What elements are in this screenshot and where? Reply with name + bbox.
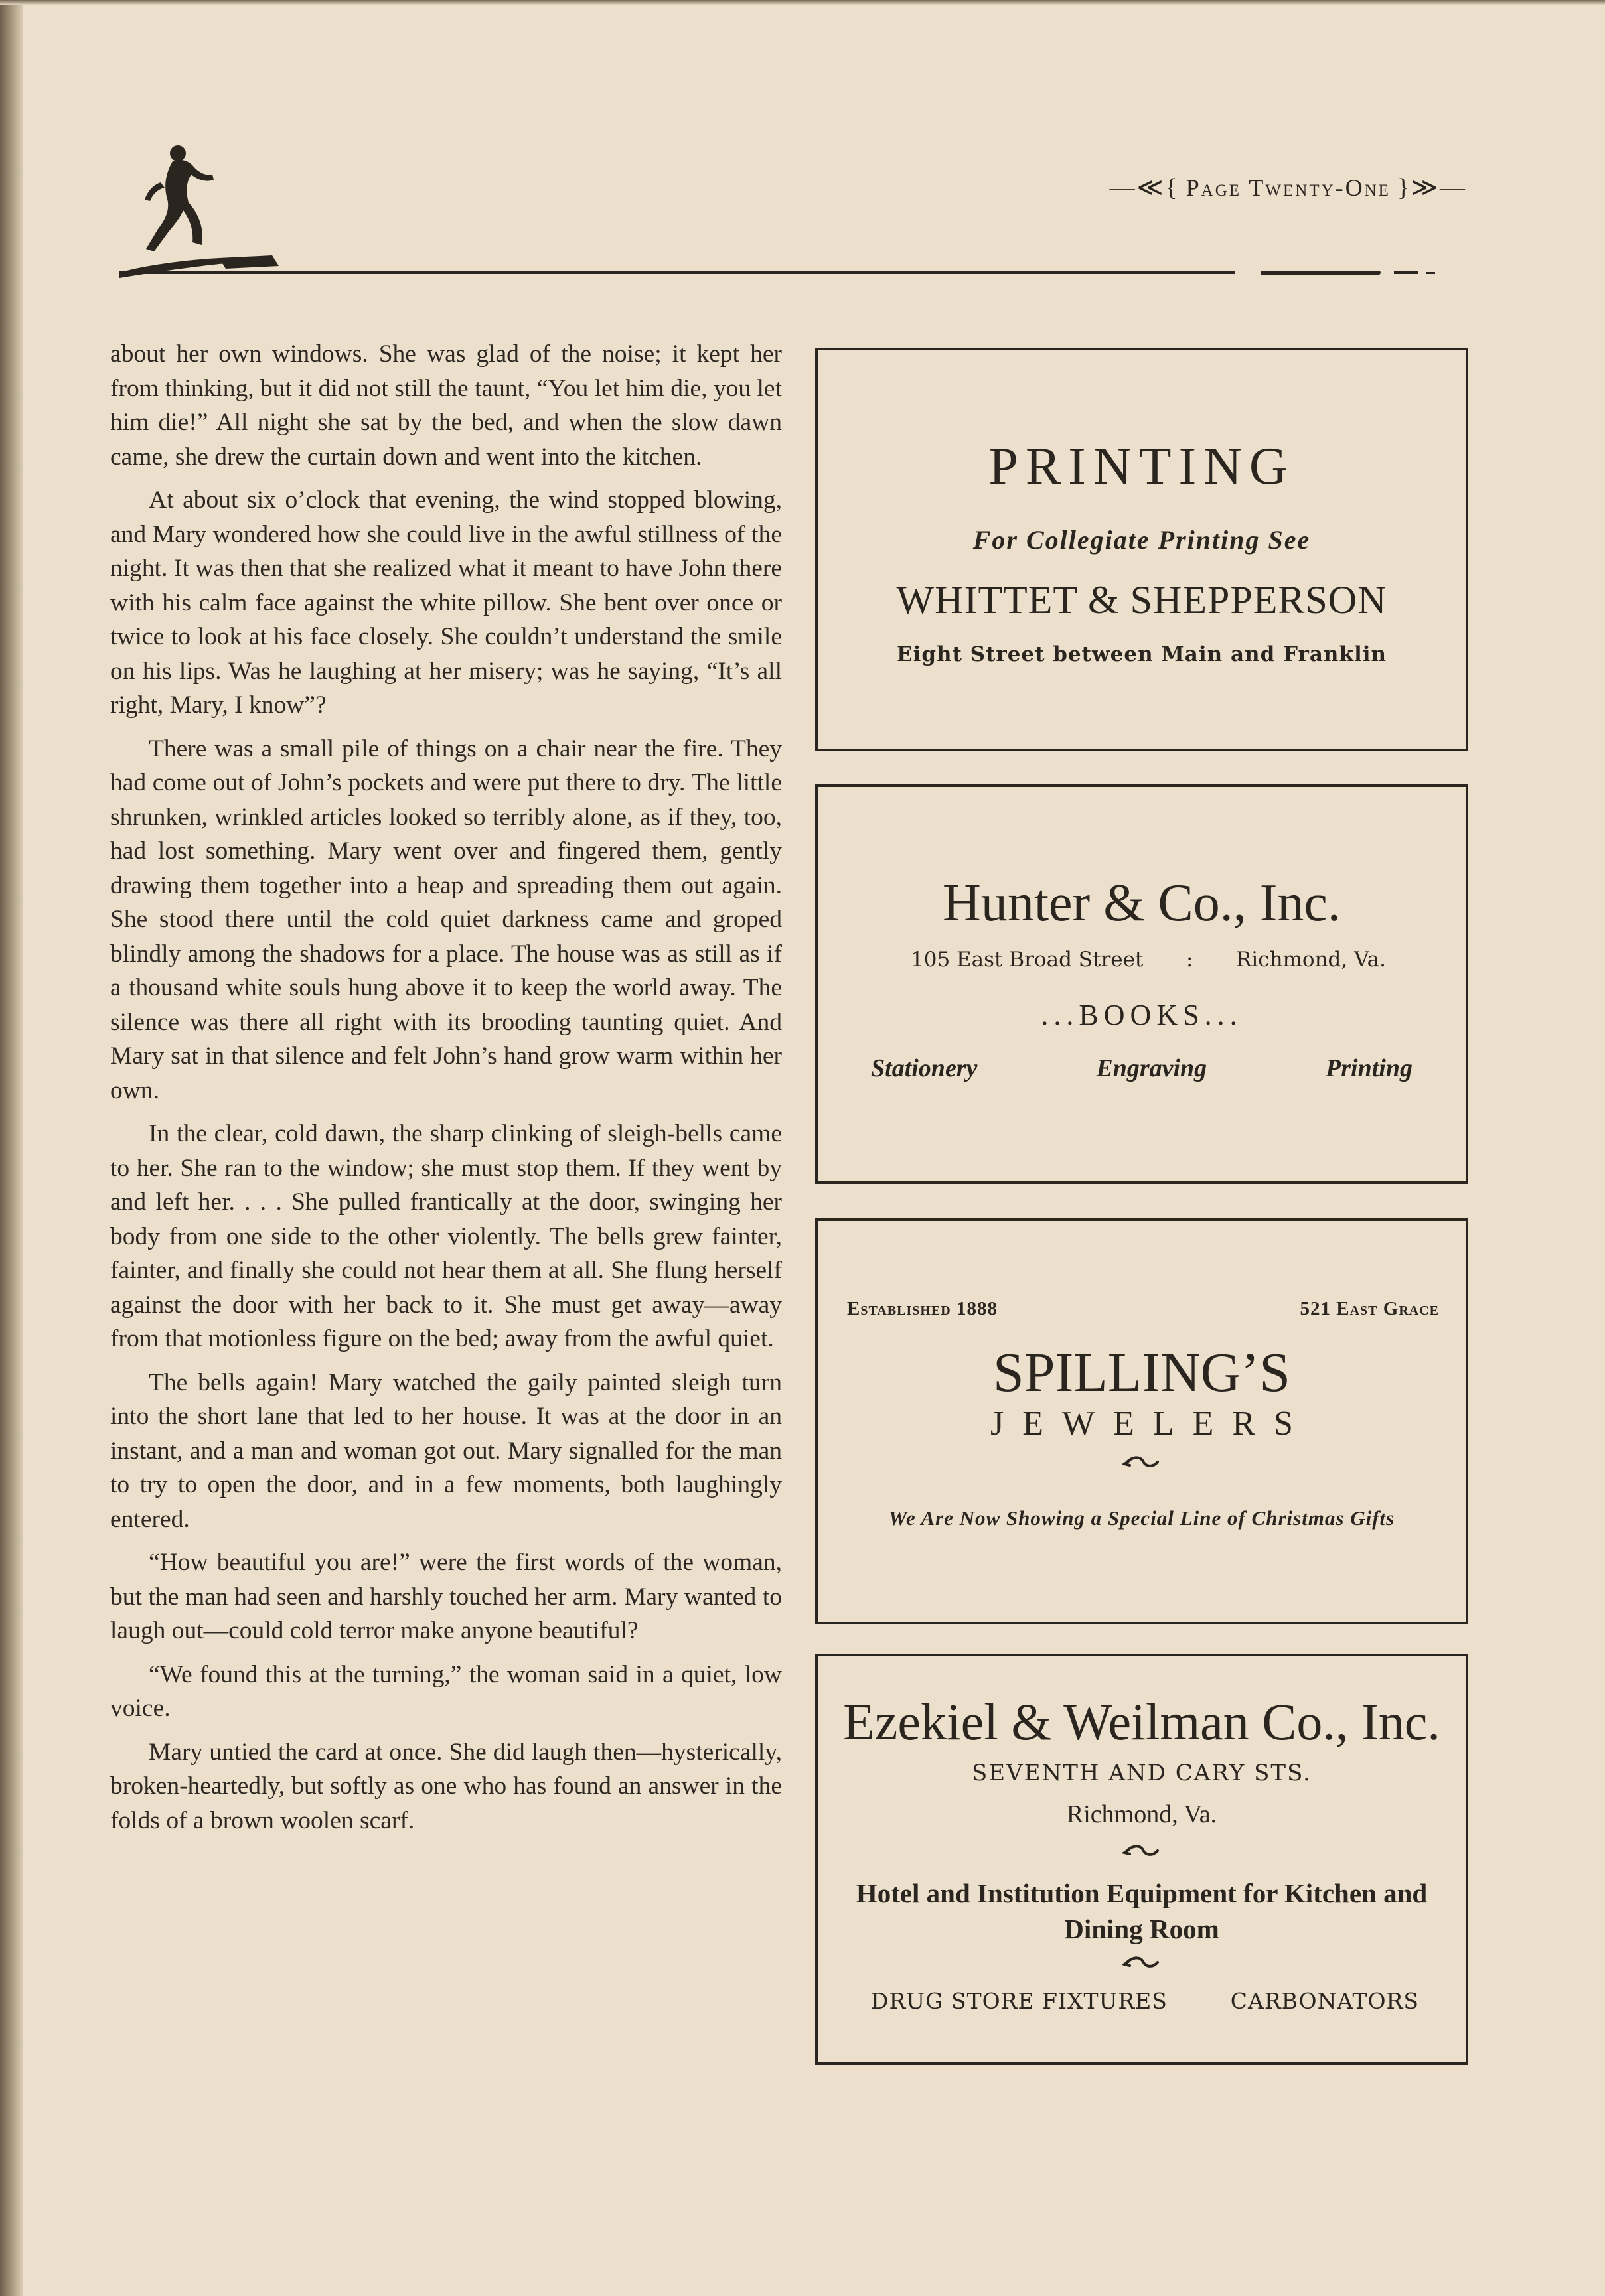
ad-spillings-name: SPILLING’S — [992, 1342, 1290, 1403]
ad-printing-subtitle: For Collegiate Printing See — [972, 525, 1311, 555]
story-paragraph: At about six o’clock that evening, the wind stopped blowing, and Mary wondered how she could live in the awful stillness of the night. It was then that she realized what it meant to have John there with his calm face against the white pillow. She bent over once or twice to look at his face closely. She couldn’t understand the smile on his lips. Was he laughing at her misery; was he saying, “It’s all right, Mary, I know”? — [110, 486, 782, 719]
ornament-divider-icon — [818, 1453, 1466, 1480]
story-paragraph: about her own windows. She was glad of the noise; it kept her from thinking, but it did not still the taunt, “You let him die, you let him die!” All night she sat by the bed, and when the slow dawn came, she drew the curtain down and went into the kitchen. — [110, 340, 782, 470]
story-paragraph: “We found this at the turning,” the woman said in a quiet, low voice. — [110, 1660, 782, 1722]
ad-printing-firm: WHITTET & SHEPPERSON — [896, 578, 1387, 622]
ad-hunter — [815, 784, 1468, 1184]
story-paragraph: There was a small pile of things on a chair near the fire. They had come out of John’s pockets and were put there to dry. The little shrunken, wrinkled articles looked so terribly alone, as if they, too, had lost something. Mary went over and fingered them, gently drawing them together into a heap and spreading them out again. She stood there until the cold quiet darkness came and groped blindly among the shadows for a place. The house was as still as if a thousand white souls hung above it to keep the world away. The silence was there all right with its brooding taunting quiet. And Mary sat in that silence and felt John’s hand grow warm within her own. — [110, 735, 782, 1104]
ad-printing-title: PRINTING — [988, 437, 1295, 496]
story-paragraph: Mary untied the card at once. She did laugh then—hysterically, broken-heartedly, but softly as one who has found an answer in the folds of a brown woolen scarf. — [110, 1738, 782, 1834]
header-rule-tail — [1426, 272, 1435, 274]
ad-ezekiel-equipment: Hotel and Institution Equipment for Kitchen and Dining Room — [856, 1878, 1428, 1944]
ad-hunter-books: ...BOOKS... — [1041, 999, 1243, 1031]
ad-spillings-top-line — [847, 1298, 1439, 1320]
ad-spillings — [815, 1218, 1468, 1624]
ad-printing — [815, 348, 1468, 751]
story-paragraph: In the clear, cold dawn, the sharp clinking of sleigh-bells came to her. She ran to the window; she must stop them. If they went by and left her. . . . She pulled frantically at the door, swinging her body from one side to the other violently. The bells grew fainter, fainter, and finally she could not hear them at all. She flung herself against the door with her back to it. She must get away—away from that motionless figure on the bed; away from the awful quiet. — [110, 1120, 782, 1352]
story-column — [110, 337, 782, 1847]
runner-logo-icon — [119, 136, 319, 282]
ad-ezekiel-weilman — [815, 1654, 1468, 2065]
ad-hunter-address — [911, 948, 1386, 971]
ad-ezekiel-left-item: DRUG STORE FIXTURES — [871, 1988, 1168, 2014]
ad-printing-address: Eight Street between Main and Franklin — [896, 642, 1387, 666]
ad-ezekiel-city: Richmond, Va. — [1066, 1800, 1217, 1828]
ad-hunter-service: Printing — [1326, 1054, 1413, 1082]
ad-hunter-service: Stationery — [871, 1054, 978, 1082]
ad-spillings-subtitle: JEWELERS — [990, 1405, 1312, 1443]
ad-ezekiel-bottom-line — [871, 1988, 1419, 2014]
story-paragraph: “How beautiful you are!” were the first words of the woman, but the man had seen and harshly touched her arm. Mary wanted to laugh out—could cold terror make anyone beautiful? — [110, 1549, 782, 1644]
ad-spillings-established: Established 1888 — [847, 1298, 998, 1319]
page-binding-shadow — [0, 0, 23, 2296]
ad-spillings-tagline: We Are Now Showing a Special Line of Christmas Gifts — [888, 1506, 1395, 1530]
ad-hunter-service: Engraving — [1096, 1054, 1207, 1082]
ad-ezekiel-name: Ezekiel & Weilman Co., Inc. — [843, 1693, 1440, 1751]
page-number — [1110, 173, 1467, 202]
ornament-divider-icon — [818, 1842, 1466, 1869]
header-rule-tail — [1261, 271, 1381, 275]
header-rule — [119, 271, 1235, 274]
ad-hunter-city: Richmond, Va. — [1235, 948, 1386, 971]
page-number-label: Page Twenty-One — [1185, 174, 1391, 201]
ornament-divider-icon — [818, 1954, 1466, 1980]
ad-hunter-name: Hunter & Co., Inc. — [943, 874, 1341, 932]
ornament-right: }≫— — [1397, 174, 1467, 202]
ad-ezekiel-right-item: CARBONATORS — [1230, 1988, 1419, 2014]
ad-hunter-street: 105 East Broad Street — [911, 948, 1144, 971]
story-paragraph: The bells again! Mary watched the gaily painted sleigh turn into the short lane that led to her house. It was at the door in an instant, and a man and woman got out. Mary signalled for the man to try to open the door, and in a few moments, both laughingly entered. — [110, 1368, 782, 1533]
ad-ezekiel-street: SEVENTH AND CARY STS. — [972, 1760, 1312, 1786]
header-rule-tail — [1394, 271, 1418, 274]
ornament-left: —≪{ — [1109, 174, 1180, 202]
ad-hunter-services — [871, 1054, 1413, 1083]
ad-spillings-address: 521 East Grace — [1300, 1298, 1439, 1319]
page-header — [0, 0, 1605, 305]
ad-hunter-separator: : — [1185, 948, 1193, 971]
